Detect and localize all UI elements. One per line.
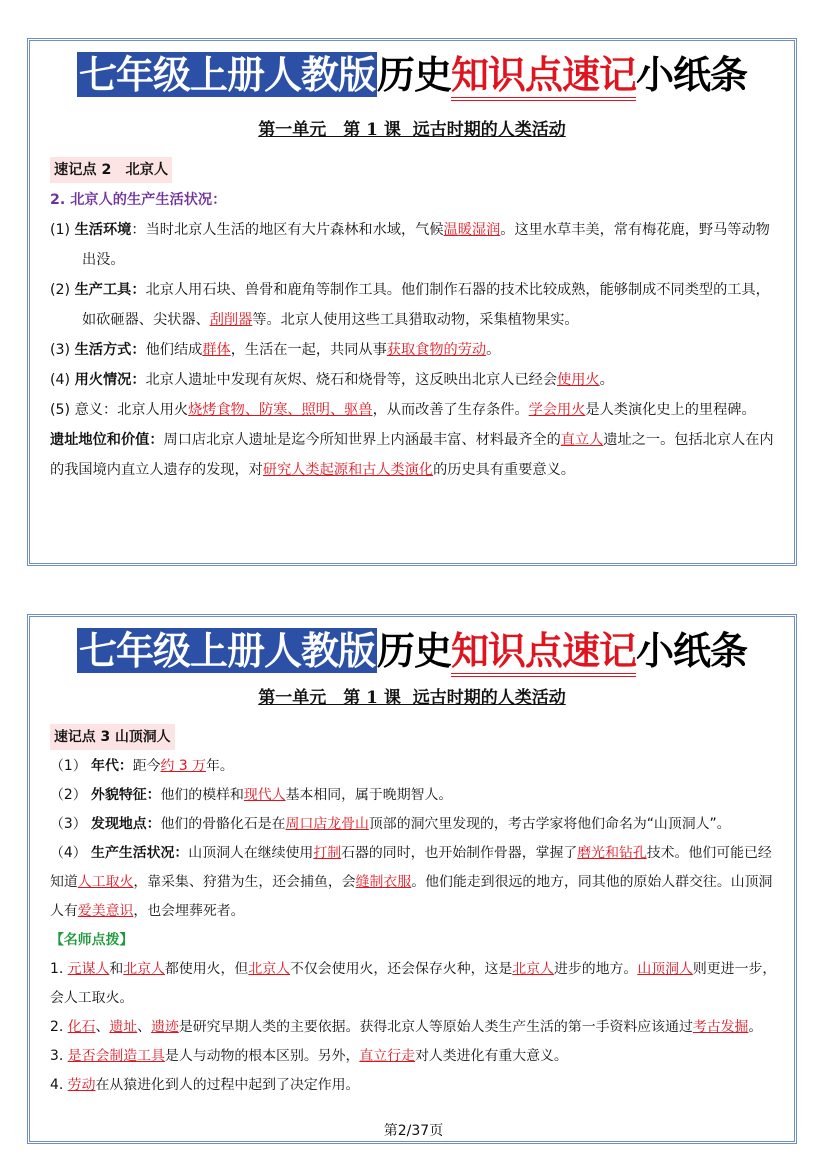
key-term: 群体 [202,342,231,358]
key-term: 缝制衣服 [355,874,412,890]
text-segment: ，从而改善了生存条件。 [372,402,529,418]
text-segment: 。这里水草丰美，常有梅花鹿，野马等动物出没。 [82,222,770,268]
text-segment: (5) 意义：北京人用火 [50,402,189,418]
item-label: 生产生活状况： [91,845,189,861]
key-term: 刮削器 [209,312,253,328]
text-segment: 。 [748,1019,763,1035]
key-term: 约 3 万 [160,758,206,774]
text-segment: 他们的模样和 [160,787,244,803]
text-segment: 是人与动物的根本区别。另外， [164,1048,360,1064]
list-item [50,1071,780,1100]
key-term: 考古发掘 [692,1019,749,1035]
text-segment: （2） [50,787,92,803]
list-item [50,781,780,810]
list-item [50,335,780,365]
card-content [50,723,780,1100]
key-term: 北京人 [123,961,165,977]
text-segment: 距今 [132,758,161,774]
item-label: 生产工具： [74,282,146,298]
text-segment: 3. [50,1048,68,1064]
card-title [30,49,794,101]
title-grade-edition: 七年级上册人教版 [78,628,375,673]
text-segment: 2. [50,1019,68,1035]
card-title [30,625,794,677]
title-subject: 历史 [376,628,451,673]
text-segment: (4) [50,372,75,388]
text-segment: 周口店北京人遗址是迄今所知世界上内涵最丰富、材料最齐全的 [163,432,561,448]
key-term: 元谋人 [67,961,110,977]
text-segment: (1) [50,222,75,238]
item-label: 生活方式： [74,342,146,358]
text-segment: （4） [50,845,92,861]
key-term: 遗址 [109,1019,138,1035]
text-segment: 进步的地方。 [553,961,638,977]
key-term: 人工取火 [77,874,134,890]
key-term: 化石 [67,1019,96,1035]
lesson-subtitle: 第一单元 第 1 课 远古时期的人类活动 [258,120,566,140]
text-segment: 4. [50,1077,68,1093]
title-suffix: 小纸条 [636,628,748,673]
text-segment: 和 [109,961,124,977]
title-suffix: 小纸条 [636,52,748,97]
key-term: 劳动 [67,1077,96,1093]
text-segment: (2) [50,282,75,298]
text-segment: 对人类进化有重大意义。 [414,1048,568,1064]
text-segment: 是人类演化史上的里程碑。 [585,402,756,418]
text-segment: 。 [599,372,614,388]
key-term: 磨光和钻孔 [577,845,647,861]
text-segment: 遗址之一。包括北京人在内的我国境内直立人遗存的发现，对 [50,432,774,478]
card-content [50,155,780,485]
note-card-2 [27,614,797,1144]
key-term: 北京人 [248,961,290,977]
key-term: 打制 [313,845,342,861]
text-segment: 顶部的洞穴里发现的，考古学家将他们命名为“山顶洞人”。 [368,816,731,832]
section-heading: 2. 北京人的生产生活状况： [50,192,227,208]
text-segment: 北京人用石块、兽骨和鹿角等制作工具。他们制作石器的技术比较成熟，能够制成不同类型的工具，如砍砸器、尖状器、 [82,282,770,328]
key-term: 北京人 [512,961,554,977]
key-term: 获取食物的劳动 [386,342,487,358]
key-term: 山顶洞人 [637,961,693,977]
text-segment: 基本相同，属于晚期智人。 [285,787,453,803]
text-segment: 。 [486,342,501,358]
key-term: 现代人 [243,787,286,803]
note-card-1 [27,38,797,566]
tip-list [50,955,780,1100]
list-item [50,365,780,395]
key-term: 温暖湿润 [443,222,501,238]
item-label: 生活环境 [74,222,132,238]
key-term: 遗迹 [151,1019,179,1035]
key-term: 直立人 [560,432,604,448]
key-term: 周口店龙骨山 [285,816,369,832]
text-segment: 则更进一步，会人工取火。 [50,961,777,1006]
text-segment: 年。 [205,758,234,774]
text-segment: 、 [137,1019,152,1035]
text-segment: ，生活在一起，共同从事 [230,342,387,358]
text-segment: ，靠采集、狩猎为生，还会捕鱼，会 [133,874,356,890]
title-highlight: 知识点速记 [451,628,636,677]
text-segment: （3） [50,816,92,832]
text-segment: （1） [50,758,92,774]
list-item [50,752,780,781]
knowledge-point-title: 速记点 2 北京人 [50,157,172,183]
text-segment: 北京人遗址中发现有灰烬、烧石和烧骨等，这反映出北京人已经会 [145,372,558,388]
list-item [50,839,780,926]
list-item [50,955,780,1013]
text-segment: 的历史具有重要意义。 [433,462,575,478]
lesson-subtitle: 第一单元 第 1 课 远古时期的人类活动 [258,688,566,708]
list-item [50,395,780,425]
item-list [50,752,780,926]
title-highlight: 知识点速记 [451,52,636,101]
text-segment: 1. [50,961,68,977]
text-segment: 石器的同时，也开始制作骨器，掌握了 [341,845,578,861]
item-label: 外貌特征： [91,787,161,803]
list-item [50,810,780,839]
list-item [50,1013,780,1042]
text-segment: ，也会埋葬死者。 [133,903,245,919]
key-term: 爱美意识 [77,903,134,919]
title-grade-edition: 七年级上册人教版 [78,52,375,97]
key-term: 研究人类起源和古人类演化 [262,462,434,478]
teacher-tip-label: 【名师点拨】 [50,932,134,948]
list-item [50,1042,780,1071]
text-segment: 是研究早期人类的主要依据。获得北京人等原始人类生产生活的第一手资料应该通过 [178,1019,693,1035]
item-label: 年代： [91,758,133,774]
knowledge-point-title: 速记点 3 山顶洞人 [50,724,175,750]
text-segment: 不仅会使用火，还会保存火种，这是 [290,961,513,977]
key-term: 烧烤食物、防寒、照明、驱兽 [188,402,373,418]
item-list [50,215,780,425]
key-term: 是否会制造工具 [67,1048,165,1064]
item-label: 用火情况： [74,372,146,388]
text-segment: 都使用火，但 [164,961,249,977]
text-segment: 在从猿进化到人的过程中起到了决定作用。 [95,1077,360,1093]
page-number: 第2/37页 [383,1123,444,1139]
text-segment: 他们的骨骼化石是在 [160,816,286,832]
key-term: 使用火 [557,372,600,388]
text-segment: 他们结成 [145,342,203,358]
text-segment: 等。北京人使用这些工具猎取动物，采集植物果实。 [252,312,579,328]
item-label: 发现地点： [91,816,161,832]
key-term: 直立行走 [359,1048,415,1064]
key-term: 学会用火 [528,402,586,418]
text-segment: (3) [50,342,75,358]
text-segment: 。他们能走到很远的地方，同其他的原始人群交往。山顶洞人有 [50,874,773,919]
item-label: 遗址地位和价值： [50,432,164,448]
list-item [50,215,780,275]
title-subject: 历史 [376,52,451,97]
text-segment: 技术。他们可能已经知道 [50,845,772,890]
text-segment: 、 [95,1019,110,1035]
text-segment: 山顶洞人在继续使用 [188,845,314,861]
text-segment: ：当时北京人生活的地区有大片森林和水域，气候 [131,222,444,238]
closing-paragraph [50,425,780,485]
list-item [50,275,780,335]
